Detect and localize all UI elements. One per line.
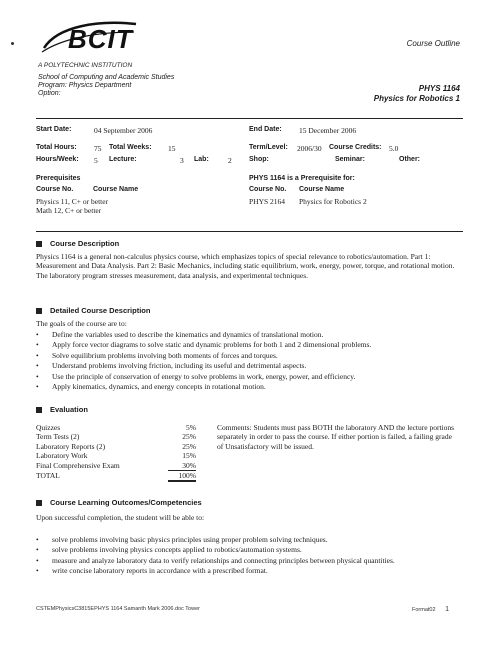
school-info [38,74,174,98]
prerequisites-title: Prerequisites [36,175,81,182]
table-row: Laboratory Reports (2) 25% [36,441,196,451]
list-item: • Understand problems involving friction, including its useful and detrimental aspects. [36,361,463,371]
section-square-icon [36,241,42,247]
document-type: Course Outline [406,39,460,48]
prereq-line-1: Physics 11, C+ or better [36,196,109,206]
start-date: Start Date: 04 September 2006 [36,126,153,135]
course-title: Physics for Robotics 1 [373,94,460,103]
prerequisites [36,175,236,215]
table-row: Term Tests (2) 25% [36,432,196,442]
prereq-for-course: PHYS 2164 Physics for Robotics 2 [249,196,367,206]
shop-row: Shop: Seminar: Other: [249,156,420,163]
list-item: • Apply force vector diagrams to solve static and dynamic problems for both 1 and 2 dimensional problems. [36,340,463,350]
list-item: • solve problems involving basic physics principles using proper problem solving techniques. [36,535,463,545]
school-name: School of Computing and Academic Studies [38,74,175,81]
info-divider [36,231,463,232]
list-item: • measure and analyze laboratory data to verify relationships and connecting principles between physical quantities. [36,556,463,566]
table-row: Quizzes 5% [36,423,196,432]
prereq-line-2: Math 12, C+ or better [36,205,102,215]
footer-form: Format02 1 [412,606,449,613]
evaluation-table [36,423,196,482]
outcomes-list [36,535,463,577]
list-item: • Solve equilibrium problems involving both moments of forces and torques. [36,351,463,361]
page-number: 1 [445,606,449,613]
section-square-icon [36,500,42,506]
hours-week-row: Hours/Week: 5 Lecture: 3 Lab: 2 [36,156,232,165]
list-item: • Apply kinematics, dynamics, and energy concepts in rotational motion. [36,382,463,392]
list-item: • Define the variables used to describe the kinematics and dynamics of translational motion. [36,330,463,340]
course-code: PHYS 1164 [418,84,460,93]
outcomes-intro: Upon successful completion, the student will be able to: [36,513,205,522]
section-square-icon [36,407,42,413]
goals-intro: The goals of the course are to: [36,319,127,328]
header-divider [36,118,463,119]
list-item: • write concise laboratory reports in accordance with a prescribed format. [36,566,463,576]
option-label: Option: [38,90,61,97]
prerequisite-for [249,175,463,206]
prereq-for-title: PHYS 1164 is a Prerequisite for: [249,175,355,182]
list-item: • Use the principle of conservation of energy to solve problems in work, energy, power, and efficiency. [36,372,463,382]
total-hours-row: Total Hours: 75 Total Weeks: 15 [36,144,176,153]
detailed-description-heading: Detailed Course Description [36,306,150,315]
evaluation-comments: Comments: Students must pass BOTH the laboratory AND the lecture portions separately in order to pass the course. If either portion is failed, a failing grade of Unsatisfactory will be issued. [217,423,455,451]
section-square-icon [36,308,42,314]
table-row: Laboratory Work 15% [36,451,196,461]
logo-wordmark: BCIT [68,24,133,54]
course-description-heading: Course Description [36,239,119,248]
scan-speck [11,42,14,45]
course-description-text: Physics 1164 is a general non-calculus physics course, which emphasizes topics of special relevance to robotics/automation. Part 1: Measurement and Data Analysis. Part 2: Basic Mechanics, including static equilibrium, work, energy, power, torque, and rotational motion. The laboratory program stresses measurement, data analysis, and experimental techniques. [36,252,455,280]
table-row: TOTAL 100% [36,471,196,481]
goals-list [36,330,463,392]
program-name: Program: Physics Department [38,82,132,89]
term-row: Term/Level: 2006/30 Course Credits: 5.0 [249,144,399,153]
outcomes-heading: Course Learning Outcomes/Competencies [36,498,202,507]
end-date: End Date: 15 December 2006 [249,126,357,135]
footer-path: CSTEMPhysicsC3815EPHYS 1164 Samanth Mark 2006.doc Tower [36,606,200,612]
institution-tagline: A POLYTECHNIC INSTITUTION [38,62,133,69]
evaluation-heading: Evaluation [36,405,88,414]
list-item: • solve problems involving physics concepts applied to robotics/automation systems. [36,545,463,555]
course-heading [374,84,460,104]
prereq-for-col-headers: Course No. Course Name [249,186,345,194]
table-row: Final Comprehensive Exam 30% [36,460,196,470]
prereq-col-headers: Course No. Course Name [36,186,139,194]
